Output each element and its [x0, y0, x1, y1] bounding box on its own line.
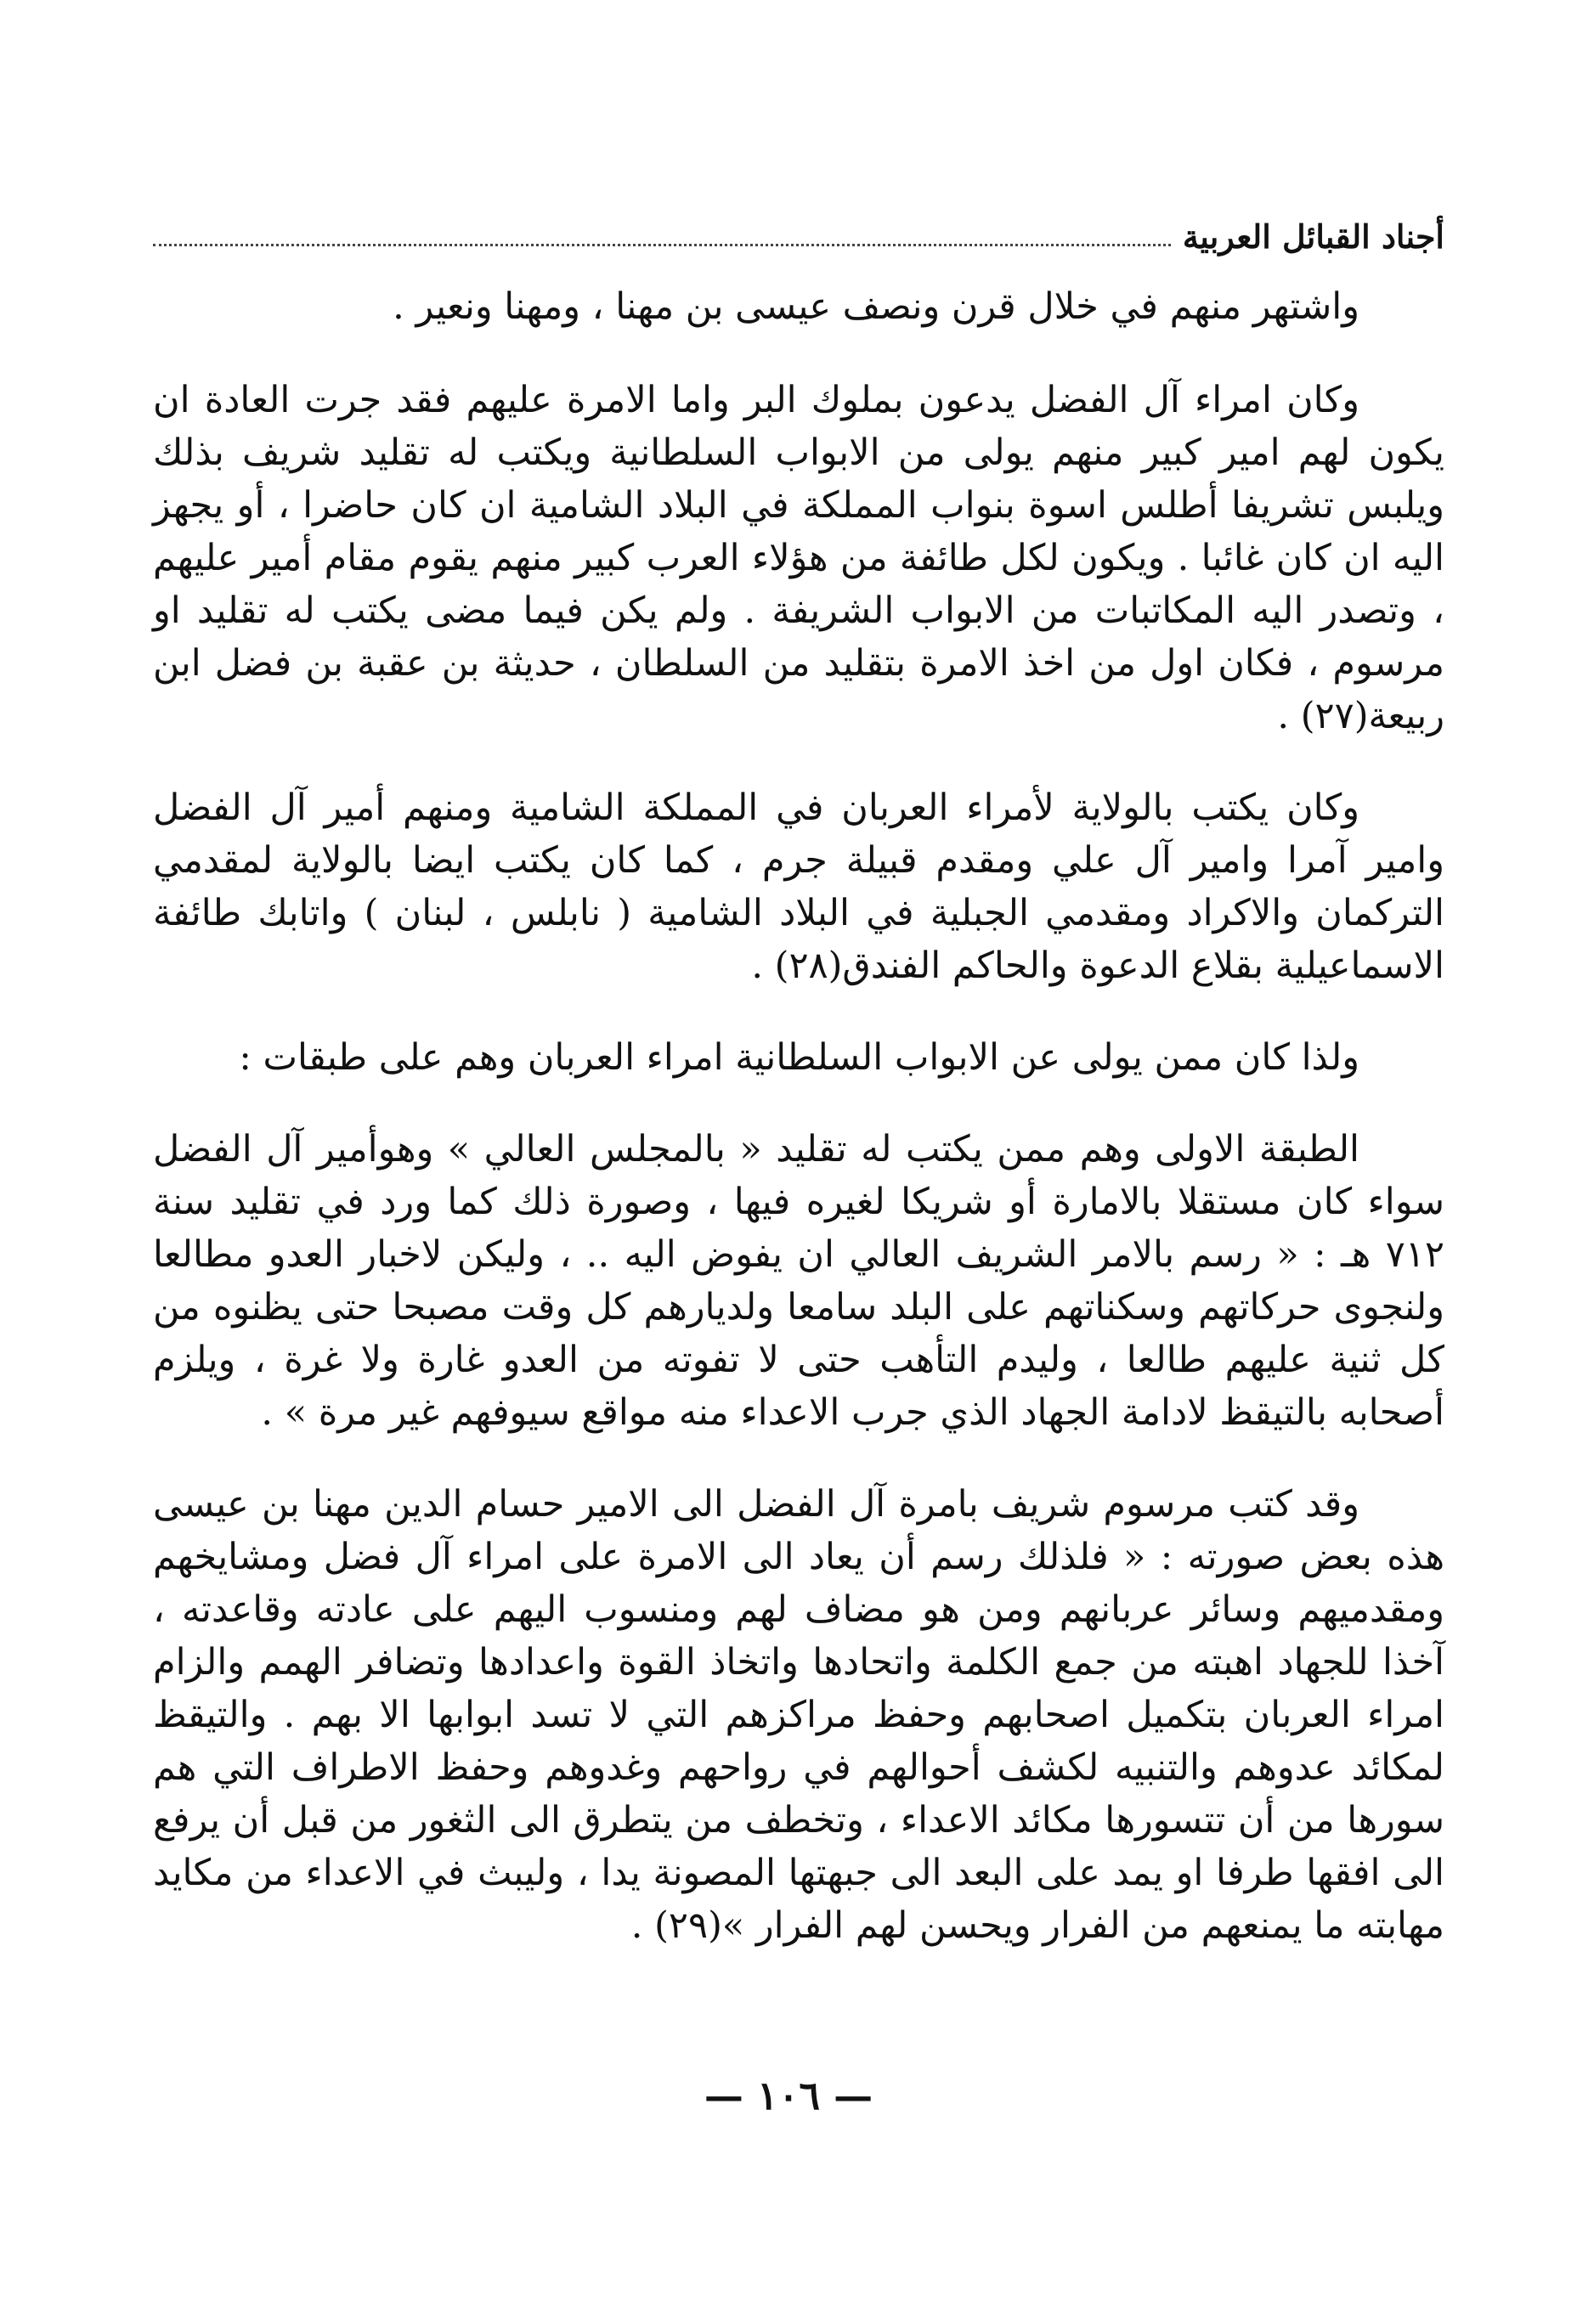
paragraph-5: الطبقة الاولى وهم ممن يكتب له تقليد « بالمجلس العالي » وهوأمير آل الفضل سواء كان مستقلا بالامارة أو شريكا لغيره فيها ، وصورة ذلك كما ورد في تقليد سنة ٧١٢ هـ : « رسم بالامر الشريف العالي ان يفوض اليه .. ، وليكن لاخبار العدو مطالعا ولنجوى حركاتهم وسكناتهم على البلد سامعا ولديارهم كل وقت مصبحا حتى يظنوه من كل ثنية عليهم طالعا ، وليدم التأهب حتى لا تفوته من العدو غارة ولا غرة ، ويلزم أصحابه بالتيقظ لادامة الجهاد الذي جرب الاعداء منه مواقع سيوفهم غير مرة » .: [153, 1128, 1444, 1434]
paragraph-3: وكان يكتب بالولاية لأمراء العربان في المملكة الشامية ومنهم أمير آل الفضل وامير آمرا وامير آل علي ومقدم قبيلة جرم ، كما كان يكتب ايضا بالولاية لمقدمي التركمان والاكراد ومقدمي الجبلية في البلاد الشامية ( نابلس ، لبنان ) واتابك طائفة الاسماعيلية بقلاع الدعوة والحاكم الفندق(٢٨) .: [153, 787, 1444, 987]
paragraph-6: وقد كتب مرسوم شريف بامرة آل الفضل الى الامير حسام الدين مهنا بن عيسى هذه بعض صورته : « فلذلك رسم أن يعاد الى الامرة على امراء آل فضل ومشايخهم ومقدميهم وسائر عربانهم ومن هو مضاف لهم ومنسوب اليهم على عادته وقاعدته ، آخذا للجهاد اهبته من جمع الكلمة واتحادها واتخاذ القوة واعدادها وتضافر الهمم والزام امراء العربان بتكميل اصحابهم وحفظ مراكزهم التي لا تسد ابوابها الا بهم . والتيقظ لمكائد عدوهم والتنبيه لكشف أحوالهم في رواحهم وغدوهم وحفظ الاطراف التي هم سورها من أن تتسورها مكائد الاعداء ، وتخطف من يتطرق الى الثغور من قبل أن يرفع الى افقها طرفا او يمد على البعد الى جبهتها المصونة يدا ، وليبث في الاعداء من مكايد مهابته ما يمنعهم من الفرار ويحسن لهم الفرار »(٢٩) .: [153, 1483, 1444, 1947]
header-dotted-leader: [153, 244, 1171, 246]
page-number: — ١٠٦ —: [704, 2073, 873, 2118]
page-header: [153, 202, 1444, 256]
paragraph-4: ولذا كان ممن يولى عن الابواب السلطانية امراء العربان وهم على طبقات :: [239, 1036, 1359, 1079]
document-body: [153, 280, 1444, 1952]
paragraph-1: واشتهر منهم في خلال قرن ونصف عيسى بن مهنا ، ومهنا ونعير .: [393, 285, 1359, 328]
paragraph-2: وكان امراء آل الفضل يدعون بملوك البر واما الامرة عليهم فقد جرت العادة ان يكون لهم امير كبير منهم يولى من الابواب السلطانية ويكتب له تقليد شريف بذلك ويلبس تشريفا أطلس اسوة بنواب المملكة في البلاد الشامية ان كان حاضرا ، أو يجهز اليه ان كان غائبا . ويكون لكل طائفة من هؤلاء العرب كبير منهم يقوم مقام أمير عليهم ، وتصدر اليه المكاتبات من الابواب الشريفة . ولم يكن فيما مضى يكتب له تقليد او مرسوم ، فكان اول من اخذ الامرة بتقليد من السلطان ، حديثة بن عقبة بن فضل ابن ربيعة(٢٧) .: [153, 379, 1444, 737]
running-title: أجناد القبائل العربية: [1182, 217, 1444, 256]
